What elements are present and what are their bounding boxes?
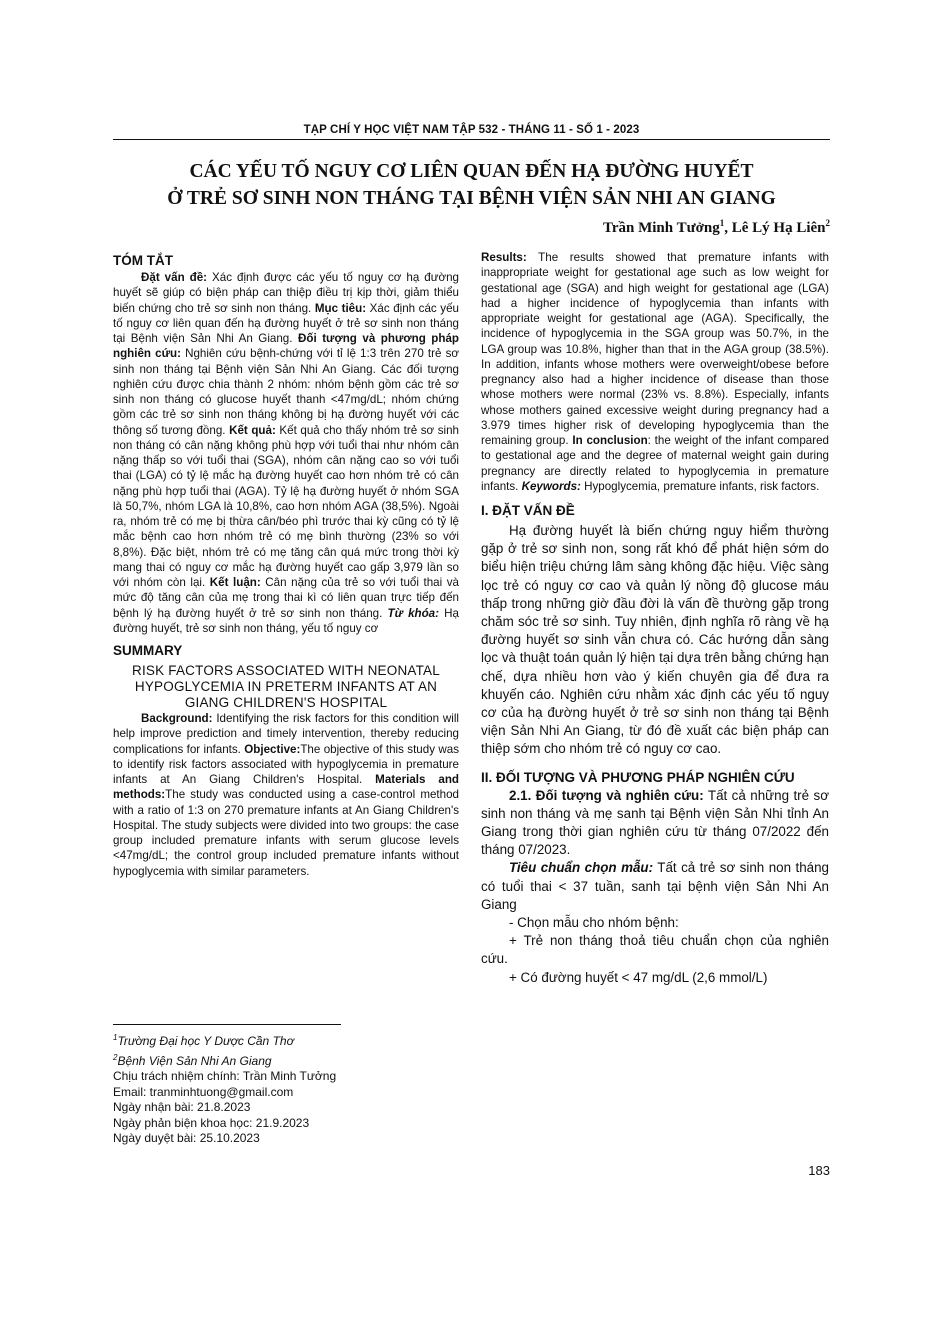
list-item: + Trẻ non tháng thoả tiêu chuẩn chọn của nghiên cứu. xyxy=(481,933,829,967)
label-methods-en: Materials and methods: xyxy=(113,773,459,802)
text-objective-en: The objective of this study was to identify risk factors associated with hypoglycemia in premature infants at An Giang Children's Hospital. xyxy=(113,742,459,786)
abstract-vi-heading: TÓM TẮT xyxy=(113,253,173,268)
page-number: 183 xyxy=(808,1163,830,1178)
summary-title: RISK FACTORS ASSOCIATED WITH NEONATAL HYPOGLYCEMIA IN PRETERM INFANTS AT AN GIANG CHILDREN'S HOSPITAL xyxy=(132,663,440,710)
section-1-heading: I. ĐẶT VẤN ĐỀ xyxy=(481,503,575,518)
email: Email: tranminhtuong@gmail.com xyxy=(113,1084,294,1099)
text-objective-vi: Xác định các yếu tố nguy cơ liên quan đến hạ đường huyết ở trẻ sơ sinh non tháng tại Bệnh viện Sản Nhi An Giang. xyxy=(113,301,459,345)
author-1-affiliation: 1 xyxy=(719,218,725,228)
author-2: Lê Lý Hạ Liên xyxy=(731,220,826,236)
affiliation-1-text: Trường Đại học Y Dược Cần Thơ xyxy=(117,1034,294,1048)
label-keywords-en: Keywords: xyxy=(521,479,581,493)
section-1-paragraph: Hạ đường huyết là biến chứng nguy hiểm thường gặp ở trẻ sơ sinh non, song rất khó để phát hiện sớm do biểu hiện triệu chứng lâm sàng không đặc hiệu. Việc sàng lọc trẻ có nguy cơ cao và quản lý nồng độ glucose máu thấp trong những giờ đầu đời là vấn đề thường gặp trong chăm sóc trẻ sơ sinh. Tuy nhiên, định nghĩa rõ ràng về hạ đường huyết sơ sinh vẫn chưa có. Các hướng dẫn sàng lọc và thuật toán quản lý hiện tại dựa trên bằng chứng hạn chế, dựa nhiều hơn vào ý kiến chuyên gia để đưa ra khuyến cáo. Nghiên cứu nhằm xác định các yếu tố nguy cơ của hạ đường huyết ở trẻ sơ sinh non tháng tại Bệnh viện Sản Nhi An Giang, từ đó đề xuất các biện pháp can thiệp sớm cho nhóm trẻ có nguy cơ cao. xyxy=(481,523,829,757)
section-2-body xyxy=(481,787,829,987)
date-reviewed: Ngày phản biện khoa học: 21.9.2023 xyxy=(113,1115,310,1130)
criteria-paragraph xyxy=(481,859,829,914)
text-keywords-vi: Hạ đường huyết, trẻ sơ sinh non tháng, yếu tố nguy cơ xyxy=(113,606,460,635)
left-column xyxy=(113,252,459,879)
label-background-en: Background: xyxy=(141,712,213,725)
title-line-2: Ở TRẺ SƠ SINH NON THÁNG TẠI BỆNH VIỆN SẢN NHI AN GIANG xyxy=(167,188,776,209)
label-methods-vi: Đối tượng và phương pháp nghiên cứu: xyxy=(113,332,459,361)
header-rule xyxy=(113,139,830,140)
text-conclusion-en: : the weight of the infant compared to gestational age and the degree of maternal weight gain during pregnancy are directly related to hypoglycemia in premature infants. xyxy=(481,434,829,493)
label-keywords-vi: Từ khóa: xyxy=(387,606,439,620)
section-2-1-paragraph xyxy=(481,787,829,860)
criteria-label: Tiêu chuẩn chọn mẫu: xyxy=(509,860,654,876)
footnotes xyxy=(113,1030,459,1147)
date-accepted: Ngày duyệt bài: 25.10.2023 xyxy=(113,1131,260,1145)
section-1-body xyxy=(481,522,829,759)
label-results-en: Results: xyxy=(481,251,527,264)
date-received: Ngày nhận bài: 21.8.2023 xyxy=(113,1100,251,1114)
label-background-vi: Đặt vấn đề: xyxy=(141,271,208,284)
section-2-1-label: 2.1. Đối tượng và nghiên cứu: xyxy=(509,787,704,803)
journal-header: TẠP CHÍ Y HỌC VIỆT NAM TẬP 532 - THÁNG 11 - SỐ 1 - 2023 xyxy=(303,124,640,136)
abstract-vi-body xyxy=(113,270,459,636)
label-objective-en: Objective: xyxy=(244,742,301,756)
affiliation-2-number: 2 xyxy=(113,1052,118,1062)
authors xyxy=(480,218,830,237)
abstract-en-body xyxy=(113,711,459,879)
text-methods-en: The study was conducted using a case-control method with a ratio of 1:3 on 270 premature infants at An Giang Children's Hospital. The study subjects were divided into two groups: the case group included premature infants with serum glucose levels <47mg/dL; the control group included premature infants without hypoglycemia with similar parameters. xyxy=(113,788,459,878)
corresponding-author: Chịu trách nhiệm chính: Trần Minh Tưởng xyxy=(113,1069,337,1083)
affiliation-1 xyxy=(113,1030,459,1050)
article-title xyxy=(113,158,830,212)
footnote-rule xyxy=(113,1024,341,1025)
section-2-heading: II. ĐỐI TƯỢNG VÀ PHƯƠNG PHÁP NGHIÊN CỨU xyxy=(481,769,795,785)
label-conclusion-en: In conclusion xyxy=(572,434,648,447)
title-line-1: CÁC YẾU TỐ NGUY CƠ LIÊN QUAN ĐẾN HẠ ĐƯỜNG HUYẾT xyxy=(189,161,754,182)
affiliation-2-text: Bệnh Viện Sản Nhi An Giang xyxy=(117,1053,272,1068)
abstract-en-continued xyxy=(481,250,829,494)
text-conclusion-vi: Cân nặng của trẻ so với tuổi thai và mức độ tăng cân của mẹ trong thai kì có liên quan trực tiếp đến bệnh lý hạ đường huyết ở trẻ sơ sinh non tháng. xyxy=(113,576,460,620)
summary-heading: SUMMARY xyxy=(113,643,183,658)
author-separator: , xyxy=(724,220,732,236)
author-2-affiliation: 2 xyxy=(825,218,830,228)
criteria-text: Tất cả trẻ sơ sinh non tháng có tuổi thai < 37 tuần, sanh tại bệnh viện Sản Nhi An Giang xyxy=(481,860,830,912)
list-item: - Chọn mẫu cho nhóm bệnh: xyxy=(509,915,679,931)
text-results-en: The results showed that premature infants with inappropriate weight for gestational age such as low weight for gestational age (SGA) and high weight for gestational age (LGA) had a higher incidence of hypoglycemia than infants with appropriate weight for gestational age (AGA). Specifically, the incidence of hypoglycemia in the SGA group was 50.7%, in the LGA group was 10.8%, higher than that in the AGA group (38.5%). In addition, infants whose mothers were overweight/obese before pregnancy also had a higher incidence of disease than those whose mothers were normal (23% vs. 8.8%). Especially, infants whose mothers gained excessive weight during pregnancy had a 3.979 times higher risk of developing hypoglycemia than the remaining group. xyxy=(481,251,829,447)
text-background-vi: Xác định được các yếu tố nguy cơ hạ đường huyết sẽ giúp có biện pháp can thiệp điều trị kịp thời, giảm thiểu biến chứng cho trẻ sơ sinh non tháng. xyxy=(113,271,459,315)
text-methods-vi: Nghiên cứu bệnh-chứng với tỉ lệ 1:3 trên 270 trẻ sơ sinh non tháng tại Bệnh viện Sản Nhi An Giang. Các đối tượng nghiên cứu được chia thành 2 nhóm: nhóm bệnh gồm các trẻ sơ sinh non tháng có glucose huyết thanh <47mg/dL; nhóm chứng gồm các trẻ sơ sinh non tháng không bị hạ đường huyết với các thông số tương đồng. xyxy=(113,347,459,437)
section-2-1-text: Tất cả những trẻ sơ sinh non tháng và mẹ sanh tại Bệnh viện Sản Nhi tỉnh An Giang trong thời gian nghiên cứu từ tháng 07/2022 đến tháng 07/2023. xyxy=(481,787,829,858)
text-results-vi: Kết quả cho thấy nhóm trẻ sơ sinh non tháng có cân nặng không phù hợp với tuổi thai như nhóm cân nặng thấp so với tuổi thai (SGA), nhóm cân nặng cao so với tuổi thai (LGA) có tỷ lệ mắc hạ đường huyết cao hơn nhóm trẻ có cân nặng phù hợp tuổi thai (AGA). Tỷ lệ hạ đường huyết ở nhóm SGA là 50,7%, nhóm LGA là 10,8%, cao hơn nhóm AGA (38,5%). Ngoài ra, nhóm trẻ có mẹ bị thừa cân/béo phì trước thai kỳ cũng có tỷ lệ mắc bệnh cao hơn nhóm trẻ có mẹ bình thường (23% so với 8,8%). Đặc biệt, nhóm trẻ có mẹ tăng cân quá mức trong thời kỳ mang thai có nguy cơ mắc hạ đường huyết cao gấp 3,979 lần so với nhóm còn lại. xyxy=(113,423,459,589)
right-column xyxy=(481,250,829,987)
label-objective-vi: Mục tiêu: xyxy=(314,301,367,315)
author-1: Trần Minh Tưởng xyxy=(602,220,720,236)
label-results-vi: Kết quả: xyxy=(229,423,276,437)
list-item: + Có đường huyết < 47 mg/dL (2,6 mmol/L) xyxy=(509,969,768,985)
affiliation-1-number: 1 xyxy=(113,1033,118,1042)
text-keywords-en: Hypoglycemia, premature infants, risk factors. xyxy=(580,479,820,493)
affiliation-2 xyxy=(113,1050,459,1070)
label-conclusion-vi: Kết luận: xyxy=(209,576,261,589)
text-background-en: Identifying the risk factors for this condition will help improve prediction and timely intervention, thereby reducing complications for infants. xyxy=(113,712,459,756)
